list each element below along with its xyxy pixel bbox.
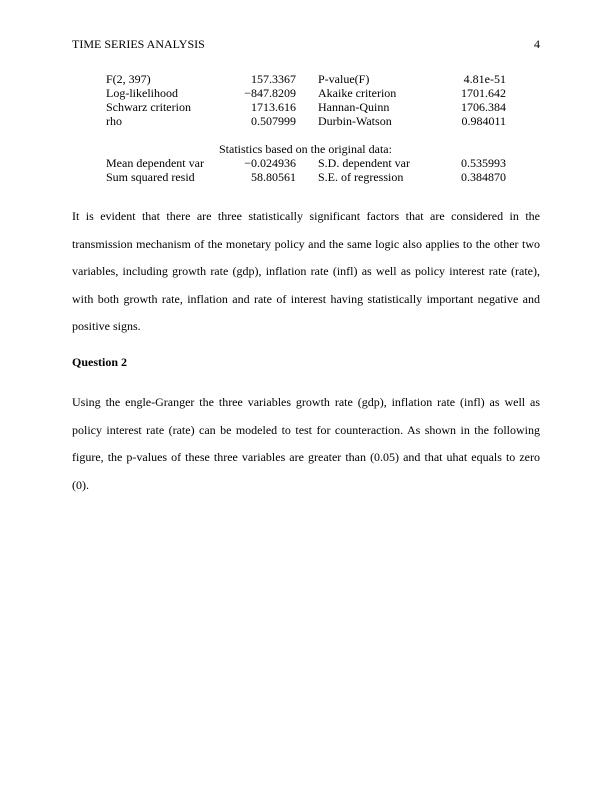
stat-label: S.E. of regression — [318, 170, 404, 184]
stat-label: S.D. dependent var — [318, 156, 410, 170]
stat-label: Durbin-Watson — [318, 114, 392, 128]
stat-value: 1706.384 — [461, 100, 506, 114]
stat-label: Hannan-Quinn — [318, 100, 390, 114]
body-paragraph: It is evident that there are three statistically significant factors that are considered in the transmission mechanism of the monetary policy and the same logic also applies to the other two variables, including growth rate (gdp), inflation rate (infl) as well as policy interest rate (rate), with both growth rate, inflation and rate of interest having statistically important negative and positive signs. — [72, 209, 540, 333]
stat-value: 1701.642 — [461, 86, 506, 100]
stat-value: 0.507999 — [251, 114, 296, 128]
stat-value: 157.3367 — [251, 72, 296, 86]
stat-label: Log-likelihood — [106, 86, 178, 100]
stat-label: Schwarz criterion — [106, 100, 191, 114]
stat-label: Sum squared resid — [106, 170, 195, 184]
original-data-subheading — [106, 142, 506, 156]
table-row — [106, 86, 506, 100]
stat-label: rho — [106, 114, 122, 128]
page-number: 4 — [534, 37, 540, 51]
stat-value: 0.535993 — [461, 156, 506, 170]
stat-value: 0.384870 — [461, 170, 506, 184]
table-row — [106, 100, 506, 114]
section-heading: Question 2 — [72, 355, 128, 369]
subheading-text: Statistics based on the original data: — [219, 142, 392, 156]
stat-value: 0.984011 — [461, 114, 506, 128]
regression-statistics-table — [106, 72, 506, 184]
stat-label: Akaike criterion — [318, 86, 397, 100]
body-paragraph: Using the engle-Granger the three variables growth rate (gdp), inflation rate (infl) as well as policy interest rate (rate) can be modeled to test for counteraction. As shown in the following figure, the p-values of these three variables are greater than (0.05) and that uhat equals to zero (0). — [72, 395, 540, 492]
table-row — [106, 114, 506, 128]
table-row — [106, 170, 506, 184]
stat-value: 1713.616 — [251, 100, 296, 114]
running-head-title: TIME SERIES ANALYSIS — [72, 37, 205, 51]
stat-value: −0.024936 — [244, 156, 296, 170]
table-row — [106, 156, 506, 170]
stat-value: 4.81e-51 — [463, 72, 506, 86]
stat-label: P-value(F) — [318, 72, 370, 86]
running-header — [72, 37, 540, 51]
stat-value: 58.80561 — [251, 170, 296, 184]
table-row — [106, 72, 506, 86]
stat-label: Mean dependent var — [106, 156, 204, 170]
stat-label: F(2, 397) — [106, 72, 151, 86]
stat-value: −847.8209 — [244, 86, 296, 100]
